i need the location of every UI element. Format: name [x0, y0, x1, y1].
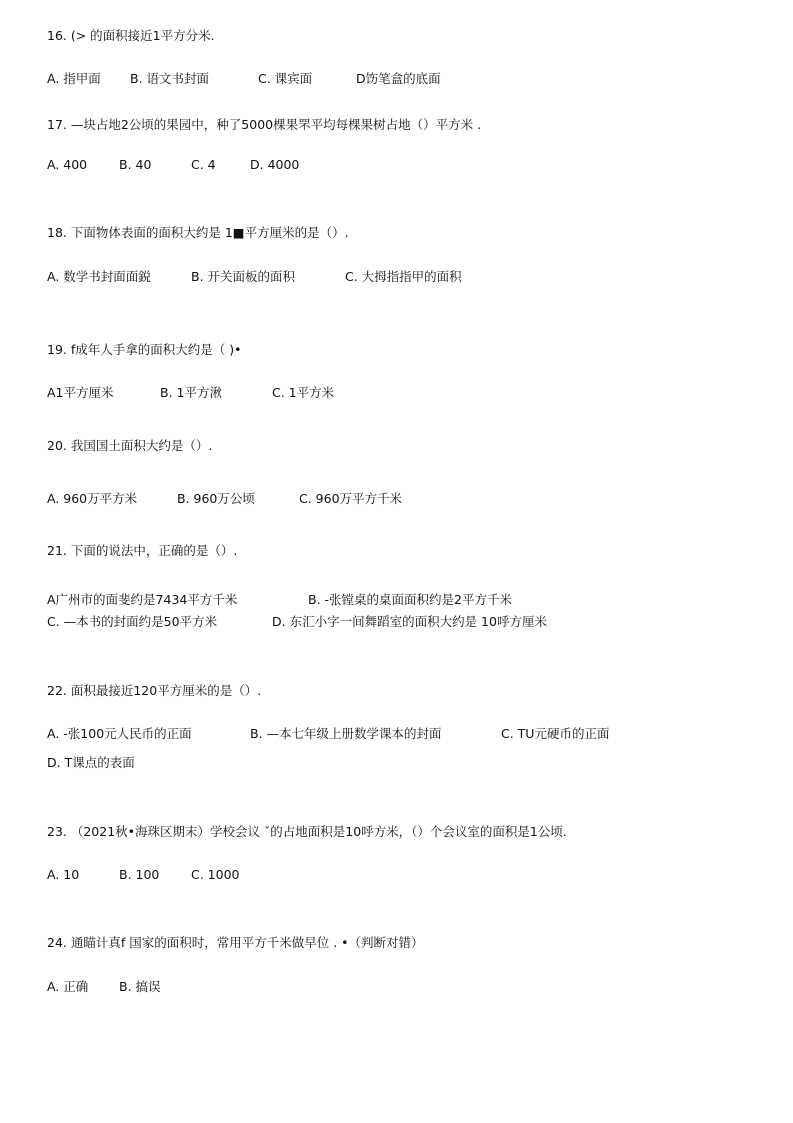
question-20-stem: 20. 我国国土面积大约是（）.	[47, 438, 213, 453]
question-23-option-a[interactable]: A. 10	[47, 867, 80, 882]
question-23-stem: 23. （2021秋•海珠区期末）学校会议 ˇ的占地面积是10呼方米，（）个会议室的面积是1公顷.	[47, 824, 567, 839]
question-22-option-b[interactable]: B. —本七年级上册数学课本的封面	[250, 726, 442, 741]
question-17-option-b[interactable]: B. 40	[119, 157, 152, 172]
question-18-stem: 18. 下面物体表面的面积大约是 1■平方厘米的是（）.	[47, 225, 349, 240]
question-23-option-c[interactable]: C. 1000	[191, 867, 240, 882]
question-22-option-c[interactable]: C. TU元硬币的正面	[501, 726, 610, 741]
question-18-option-a[interactable]: A. 数学书封面面鋭	[47, 269, 151, 284]
question-17-option-c[interactable]: C. 4	[191, 157, 216, 172]
question-16-option-b[interactable]: B. 语文书封面	[130, 71, 210, 86]
question-24-option-b[interactable]: B. 搞误	[119, 979, 161, 994]
question-19-option-b[interactable]: B. 1平方湫	[160, 385, 222, 400]
question-21-option-d[interactable]: D. 东汇小字一间舞蹈室的面积大约是 10呼方厘米	[272, 614, 547, 629]
question-20-option-a[interactable]: A. 960万平方米	[47, 491, 138, 506]
question-22-option-a[interactable]: A. -张100元人民币的正面	[47, 726, 192, 741]
question-17-stem: 17. —块占地2公顷的果园中，种了5000棵果罘平均每棵果树占地（）平方米 .	[47, 117, 482, 132]
question-20-option-c[interactable]: C. 960万平方千米	[299, 491, 403, 506]
question-21-option-a[interactable]: A广州市的面斐约是7434平方千米	[47, 592, 238, 607]
question-21-stem: 21. 下面的说法中，正确的是（）.	[47, 543, 238, 558]
question-16-stem: 16. (> 的面积接近1平方分米.	[47, 28, 215, 43]
question-24-option-a[interactable]: A. 正确	[47, 979, 89, 994]
question-17-option-a[interactable]: A. 400	[47, 157, 88, 172]
question-16-option-d[interactable]: D饬笔盒的底面	[356, 71, 441, 86]
question-18-option-b[interactable]: B. 开关面板的面积	[191, 269, 296, 284]
question-19-option-a[interactable]: A1平方厘米	[47, 385, 114, 400]
question-23-option-b[interactable]: B. 100	[119, 867, 160, 882]
question-16-option-c[interactable]: C. 课宾面	[258, 71, 313, 86]
question-20-option-b[interactable]: B. 960万公顷	[177, 491, 255, 506]
question-16-option-a[interactable]: A. 指甲面	[47, 71, 101, 86]
question-22-stem: 22. 面积最接近120平方厘米的是（）.	[47, 683, 262, 698]
question-19-option-c[interactable]: C. 1平方米	[272, 385, 335, 400]
question-21-option-b[interactable]: B. -张镗桌的桌面面积约是2平方千米	[308, 592, 512, 607]
question-21-option-c[interactable]: C. —本书的封面约是50平方米	[47, 614, 218, 629]
question-18-option-c[interactable]: C. 大拇指指甲的面积	[345, 269, 462, 284]
question-17-option-d[interactable]: D. 4000	[250, 157, 300, 172]
question-24-stem: 24. 通瞄计真f 国家的面积时，常用平方千米做早位 . •（判断对错）	[47, 935, 424, 950]
question-22-option-d[interactable]: D. T课点的表面	[47, 755, 135, 770]
question-19-stem: 19. f成年人手拿的面积大约是（ )•	[47, 342, 242, 357]
